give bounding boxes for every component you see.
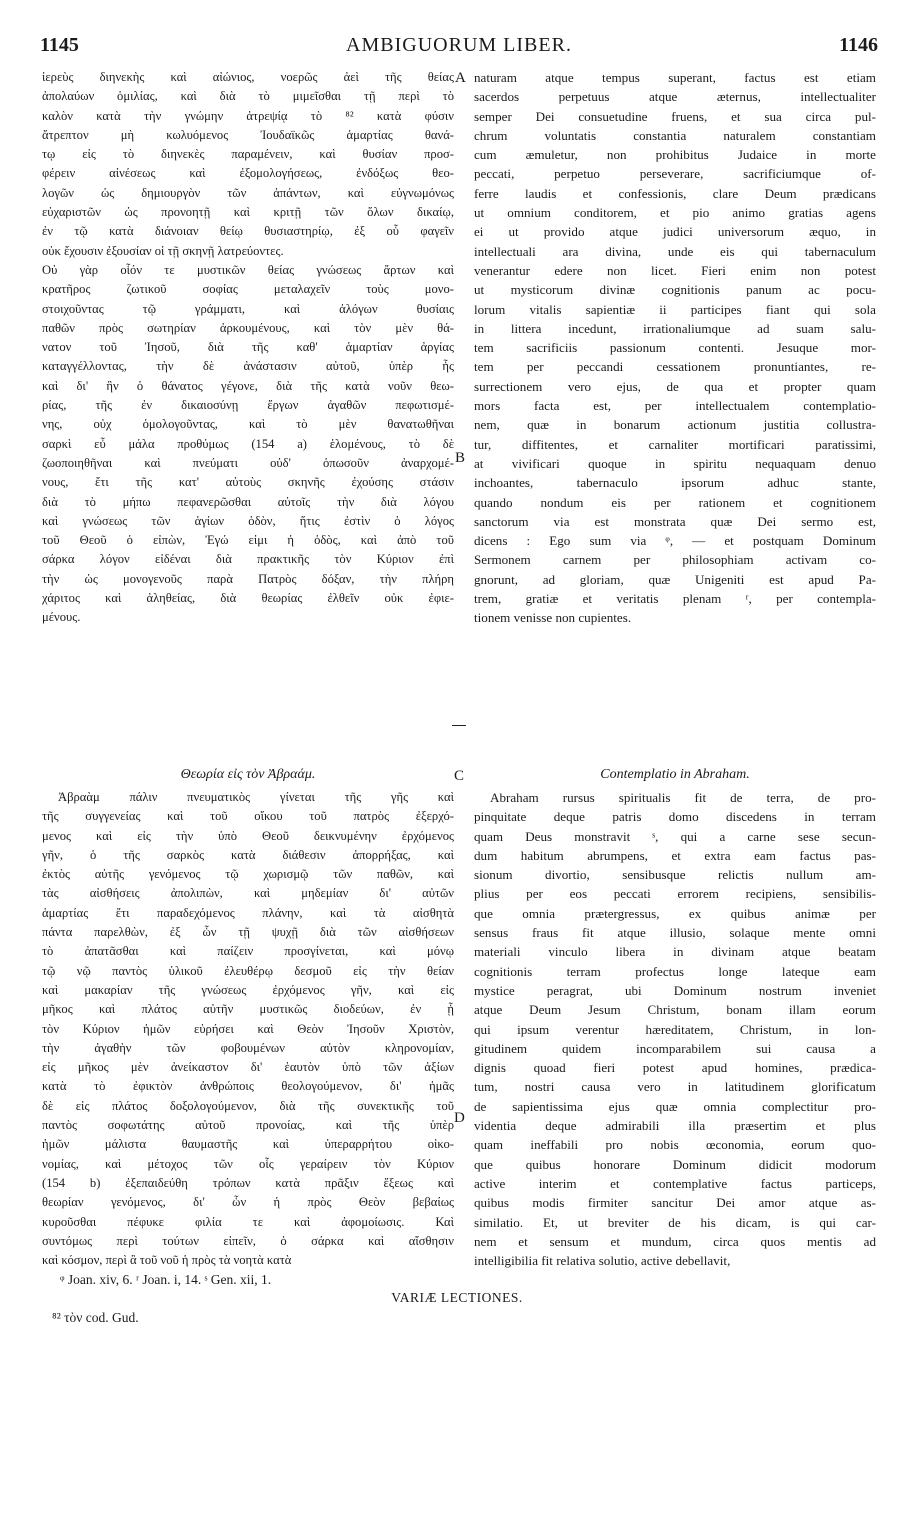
- text-line: quibus modis firmiter sancitur Dei amor atque as-: [474, 1195, 876, 1211]
- text-line: nem et sensum et mundum, circa quos mentis ad: [474, 1233, 876, 1249]
- text-line: καὶ δι' ἣν ὁ θάνατος γέγονε, διὰ τῆς κατὰ νοῦν θεω-: [42, 378, 454, 393]
- text-line: Abraham rursus spiritualis fit de terra, de pro-: [490, 790, 876, 805]
- text-line: νατον τοῦ Ἰησοῦ, διὰ τῆς καθ' ἁμαρτίαν ἀργίας: [42, 340, 454, 355]
- text-line: νομίας, καὶ μέτοχος τῶν οἷς γεραίρειν τὸν Κύριον: [42, 1156, 454, 1171]
- text-line: nem, quæ in bonarum actionum justitia collustra-: [474, 417, 876, 433]
- greek-column-top: [42, 68, 454, 628]
- text-line: venerantur edere non licet. Fieri enim non potest: [474, 262, 876, 278]
- text-line: καὶ κόσμον, περὶ ἃ τοῦ νοῦ ἡ πρὸς τὰ νοητὰ κατὰ: [42, 1253, 292, 1268]
- text-line: in littera incedunt, irrationaliumque ad suam salu-: [474, 320, 876, 336]
- footnote-references: ᵠ Joan. xiv, 6. ʳ Joan. i, 14. ˢ Gen. xii, 1.: [60, 1272, 272, 1287]
- text-line: inchoantes, tabernaculo ipsorum adhuc stante,: [474, 475, 876, 491]
- text-line: Ἀβραὰμ πάλιν πνευματικὸς γίνεται τῆς γῆς καὶ: [58, 790, 454, 804]
- text-line: de sapientissima ejus quæ omnia complectitur pro-: [474, 1098, 876, 1114]
- text-line: τὰς αἰσθήσεις ἀπολιπὼν, καὶ μηδεμίαν δι' αὐτῶν: [42, 886, 454, 901]
- text-line: κατὰ τὸ ἐφικτὸν ἀνθρώποις θεολογούμενον, δι' ἡμᾶς: [42, 1079, 454, 1094]
- text-line: quando nondum eis per rationem et cognitionem: [474, 494, 876, 510]
- text-line: (154 b) ἐξεπαιδεύθη τρόπων κατὰ πρᾶξιν ἕξεως καὶ: [42, 1175, 454, 1190]
- text-line: ut mysticorum divinæ cognitionis panum ac pocu-: [474, 282, 876, 298]
- text-line: τὴν ἀγαθὴν τῶν φοβουμένων αὐτὸν κληρονομίαν,: [42, 1040, 454, 1055]
- text-line: semper Dei consuetudine fruens, et sua circa pul-: [474, 108, 876, 124]
- text-line: τὸν Κύριον ἡμῶν εὑρήσει καὶ Θεὸν Ἰησοῦν Χριστὸν,: [42, 1021, 454, 1036]
- text-line: ἐν τῷ κατὰ διάνοιαν θείῳ θυσιαστηρίῳ, ἐξ οὗ φαγεῖν: [42, 224, 454, 239]
- text-line: videntia deque admirabili illa præsertim et plus: [474, 1118, 876, 1134]
- text-line: sacerdos perpetuus atque æternus, intellectualiter: [474, 89, 876, 105]
- text-line: at vivificari quoque in spiritu nequaquam denuo: [474, 455, 876, 471]
- text-line: atque Deum Jesum Christum, bonam illam eorum: [474, 1002, 876, 1018]
- text-line: ut omnium conditorem, et pio animo gratias agens: [474, 205, 876, 221]
- page-number-left: 1145: [40, 34, 79, 56]
- text-line: sensus fraus fit atque illusio, solaque mente omni: [474, 925, 876, 941]
- text-line: ferre laudis et confessionis, clare Deum prædicans: [474, 185, 876, 201]
- text-line: τῷ νῷ παντὸς ὑλικοῦ ἐλευθέρῳ δεσμοῦ εἰς τὴν θείαν: [42, 963, 454, 978]
- text-line: μῆκος καὶ πλάτος αὐτῆν μυστικῶς διοδεύων, ἐν ᾗ: [42, 1002, 454, 1017]
- section-marker-a: A: [455, 70, 466, 86]
- text-line: active interim et contemplative factus particeps,: [474, 1175, 876, 1191]
- text-line: tem per peccandi cessationem pronuntiantes, re-: [474, 359, 876, 375]
- text-line: ἀπολαύων ὁμιλίας, καὶ διὰ τὸ μιμεῖσθαι τῇ περὶ τὸ: [42, 89, 454, 104]
- text-line: ἱερεὺς διηνεκὴς καὶ αἰώνιος, νοερῶς ἀεὶ τῆς θείας: [42, 70, 454, 84]
- text-line: sionum divortio, sensibusque relictis nullum am-: [474, 867, 876, 883]
- text-line: gnorunt, ad gloriam, quæ Unigeniti est apud Pa-: [474, 571, 876, 587]
- text-line: similatio. Et, ut breviter de his dicam, is qui car-: [474, 1214, 876, 1230]
- text-line: μενος καὶ εἰς τὴν ὑπὸ Θεοῦ δεικνυμένην ἐρχόμενος: [42, 828, 454, 843]
- latin-section-title: Contemplatio in Abraham.: [600, 767, 750, 782]
- text-line: τὸ ἀπατᾶσθαι καὶ παίζειν προσγίνεται, καὶ μόνῳ: [42, 944, 454, 959]
- text-line: δὲ εἰς πλάτος δοξολογούμενον, διὰ τῆς συνεκτικῆς τοῦ: [42, 1098, 454, 1113]
- text-line: intelligibilia fit relativa solutio, active debellavit,: [474, 1253, 731, 1269]
- text-line: τῆς συγγενείας καὶ τοῦ οἴκου τοῦ πατρὸς ἐξερχό-: [42, 809, 454, 824]
- text-line: que quibus honorare Dominum didicit modorum: [474, 1156, 876, 1172]
- text-line: χάριτος καὶ ἀληθείας, διὰ θεωρίας ἐλθεῖν οὐκ ἐφιε-: [42, 591, 454, 606]
- text-line: θεωρίαν γενόμενος, δι' ὧν ἡ πρὸς Θεὸν βεβαίως: [42, 1195, 454, 1210]
- text-line: ἐκτὸς αὐτῆς γενόμενος τῷ χωρισμῷ τῶν παθῶν, καὶ: [42, 867, 454, 882]
- text-line: cognitionis terram profectus longe lateque eam: [474, 963, 876, 979]
- text-line: στοιχοῦντας τῷ γράμματι, καὶ ἀλόγων θυσίαις: [42, 301, 454, 316]
- text-line: ei ut provido atque judici universorum æquo, in: [474, 224, 876, 240]
- running-header: [40, 34, 878, 58]
- text-line: surrectionem vero ejus, de qua et propter quam: [474, 378, 876, 394]
- text-line: plius per eos peccati errorem recipiens, sensibilis-: [474, 886, 876, 902]
- column-divider-rule: [452, 725, 466, 726]
- text-line: νης, οὐχ ὁμολογοῦντας, καὶ τὸ μὲν θανατωθῆναι: [42, 417, 454, 432]
- text-line: gitudinem quidem incomparabilem sui causa a: [474, 1040, 876, 1056]
- greek-section-title: Θεωρία εἰς τὸν Ἀβραάμ.: [180, 767, 316, 782]
- text-line: cum æmuletur, non prohibitus Judaice in morte: [474, 147, 876, 163]
- latin-column-top: [474, 68, 876, 628]
- text-line: οὐκ ἔχουσιν ἐξουσίαν οἱ τῇ σκηνῇ λατρεύοντες.: [42, 243, 284, 258]
- text-line: καὶ γνώσεως τῶν ἁγίων ὁδὸν, ἥτις ἐστὶν ὁ λόγος: [42, 513, 454, 528]
- text-line: τῳ εἰς τὸ διηνεκὲς παραμένειν, καὶ θυσίαν προσ-: [42, 147, 454, 162]
- text-line: tem sacrificiis passionum contenti. Jesuque mor-: [474, 340, 876, 356]
- text-line: qui ipsum verentur hæreditatem, Christum, in lon-: [474, 1021, 876, 1037]
- text-line: dum habitum abrumpens, et extra eam factus pas-: [474, 847, 876, 863]
- text-line: καταγγέλλοντας, τὴν δὲ ἀνάστασιν αὐτοῦ, ὑπὲρ ἧς: [42, 359, 454, 374]
- text-line: mystice peragrat, ubi Dominum nostrum inveniet: [474, 982, 876, 998]
- variant-reading: ⁸² τὸν cod. Gud.: [52, 1310, 139, 1325]
- text-line: καλὸν κατὰ τὴν γνώμην ἀτρεψίᾳ τὸ ⁸² κατὰ φύσιν: [42, 108, 454, 123]
- text-line: mors facta est, per intellectualem contemplatio-: [474, 398, 876, 414]
- greek-column-bottom: [42, 762, 454, 1270]
- text-line: lorum vitalis sapientiæ ii participes fiant qui sola: [474, 301, 876, 317]
- section-marker-c: C: [454, 768, 465, 784]
- text-line: κυροῦσθαι πέφυκε φιλία τε καὶ ἀφομοίωσις. Καὶ: [42, 1214, 454, 1229]
- text-line: intellectuali ara divina, unde eis qui tabernaculum: [474, 243, 876, 259]
- text-line: τὴν ὡς μονογενοῦς παρὰ Πατρὸς δόξαν, τὴν πλήρη: [42, 571, 454, 586]
- text-line: tum, nostri causa vero in latitudinem glorificatum: [474, 1079, 876, 1095]
- text-line: trem, gratiæ et veritatis plenam ʳ, per contempla-: [474, 591, 876, 607]
- text-line: quam Deus monstravit ˢ, qui a carne sese secun-: [474, 828, 876, 844]
- text-line: εἰς μῆκος μὲν ἀνείκαστον δι' ἑαυτὸν ὑπὸ τῶν ἀξίων: [42, 1060, 454, 1075]
- text-line: διὰ τὸ μήπω πεφανερῶσθαι αὐτοῖς τὴν διὰ λόγου: [42, 494, 454, 509]
- text-line: tionem venisse non cupientes.: [474, 610, 632, 626]
- latin-column-bottom: [474, 762, 876, 1270]
- variae-lectiones-title: VARIÆ LECTIONES.: [391, 1290, 523, 1305]
- text-line: peccati, perpetuo perseverare, sacrificiumque of-: [474, 166, 876, 182]
- running-title: AMBIGUORUM LIBER.: [346, 34, 572, 56]
- text-line: συντόμως περὶ τούτων εἰπεῖν, ὁ σάρκα καὶ αἴσθησιν: [42, 1233, 454, 1248]
- text-line: νους, ἔτι τῆς κατ' αὐτοὺς σκηνῆς ἐχούσης στάσιν: [42, 475, 454, 490]
- text-line: κρατῆρος ζωτικοῦ σοφίας μεταλαχεῖν τοὺς μονο-: [42, 282, 454, 297]
- text-line: dignis quoad fieri potest apud homines, prædica-: [474, 1060, 876, 1076]
- text-line: καὶ μακαρίαν τῆς γνώσεως ἐρχόμενος γῆν, καὶ εἰς: [42, 982, 454, 997]
- text-line: tur, diffitentes, et carnaliter mortificari paratissimi,: [474, 436, 876, 452]
- text-line: παντὸς σοφωτάτης αὐτοῦ προνοίας, καὶ τῆς ὑπὲρ: [42, 1118, 454, 1133]
- text-line: μένους.: [42, 610, 81, 625]
- text-line: γῆν, ὁ τῆς σαρκὸς κατὰ διάθεσιν ἀπορρήξας, καὶ: [42, 847, 454, 862]
- text-line: quam ineffabili pro nobis œconomia, eorum quo-: [474, 1137, 876, 1153]
- text-line: εὐχαριστῶν ὡς προνοητῇ καὶ κριτῇ τῶν ὅλων δικαίῳ,: [42, 205, 454, 220]
- text-line: dicens : Ego sum via ᵠ, — et postquam Dominum: [474, 533, 876, 549]
- text-line: σάρκα λόγον εἰδέναι διὰ πρακτικῆς τὸν Κύριον ἐπὶ: [42, 552, 454, 567]
- text-line: Sermonem carnem per philosophiam activam co-: [474, 552, 876, 568]
- text-line: que omnia prætergressus, ex quibus animæ per: [474, 905, 876, 921]
- text-line: ζωοποιηθῆναι καὶ πνεύματι οὐδ' ὁπωσοῦν ἀναρχομέ-: [42, 455, 454, 470]
- text-line: πάντα παρελθὼν, ἐξ ὧν τῇ ψυχῇ διὰ τῶν αἰσθήσεων: [42, 925, 454, 940]
- text-line: παθῶν πρὸς σωτηρίαν ἀρκουμένους, καὶ τὸν μὲν θά-: [42, 320, 454, 335]
- text-line: Οὐ γὰρ οἷόν τε μυστικῶν θείας γνώσεως ἄρτων καὶ: [42, 262, 454, 277]
- section-marker-d: D: [454, 1110, 465, 1126]
- text-line: chrum voluntatis constantia naturalem constantiam: [474, 127, 876, 143]
- text-line: pinquitate deque patris domo discedens in terram: [474, 809, 876, 825]
- text-line: ἡμῶν μάλιστα θαυμαστῆς καὶ ὑπεραρρήτου οἰκο-: [42, 1137, 454, 1152]
- text-line: τοῦ Θεοῦ ὁ εἰπὼν, Ἐγώ εἰμι ἡ ὁδὸς, καὶ ἀπὸ τοῦ: [42, 533, 454, 548]
- text-line: naturam atque tempus superant, factus est etiam: [474, 70, 876, 85]
- section-marker-b: B: [455, 450, 466, 466]
- text-line: φέρειν αἰνέσεως καὶ ἐξομολογήσεως, ἐνδόξως θεο-: [42, 166, 454, 181]
- text-line: materiali vinculo libera in divinam atque beatam: [474, 944, 876, 960]
- text-line: ἄτρεπτον μὴ κωλυόμενος Ἰουδαϊκῶς ἁμαρτίας θανά-: [42, 127, 454, 142]
- text-line: ἁμαρτίας ἔτι παραδεχόμενος πλάνην, καὶ τὰ αἰσθητὰ: [42, 905, 454, 920]
- text-line: σαρκὶ εὖ μάλα προθύμως (154 a) ἑλομένους, τὸ δὲ: [42, 436, 454, 451]
- text-line: λογῶν ὡς δημιουργὸν τῶν ἁπάντων, καὶ εὐγνωμόνως: [42, 185, 454, 200]
- text-line: sanctorum via est monstrata quæ Dei sermo est,: [474, 513, 876, 529]
- text-line: ρίας, τῆς ἐν δικαιοσύνῃ ἔργων ἀγαθῶν πεφωτισμέ-: [42, 398, 454, 413]
- page-number-right: 1146: [839, 34, 878, 56]
